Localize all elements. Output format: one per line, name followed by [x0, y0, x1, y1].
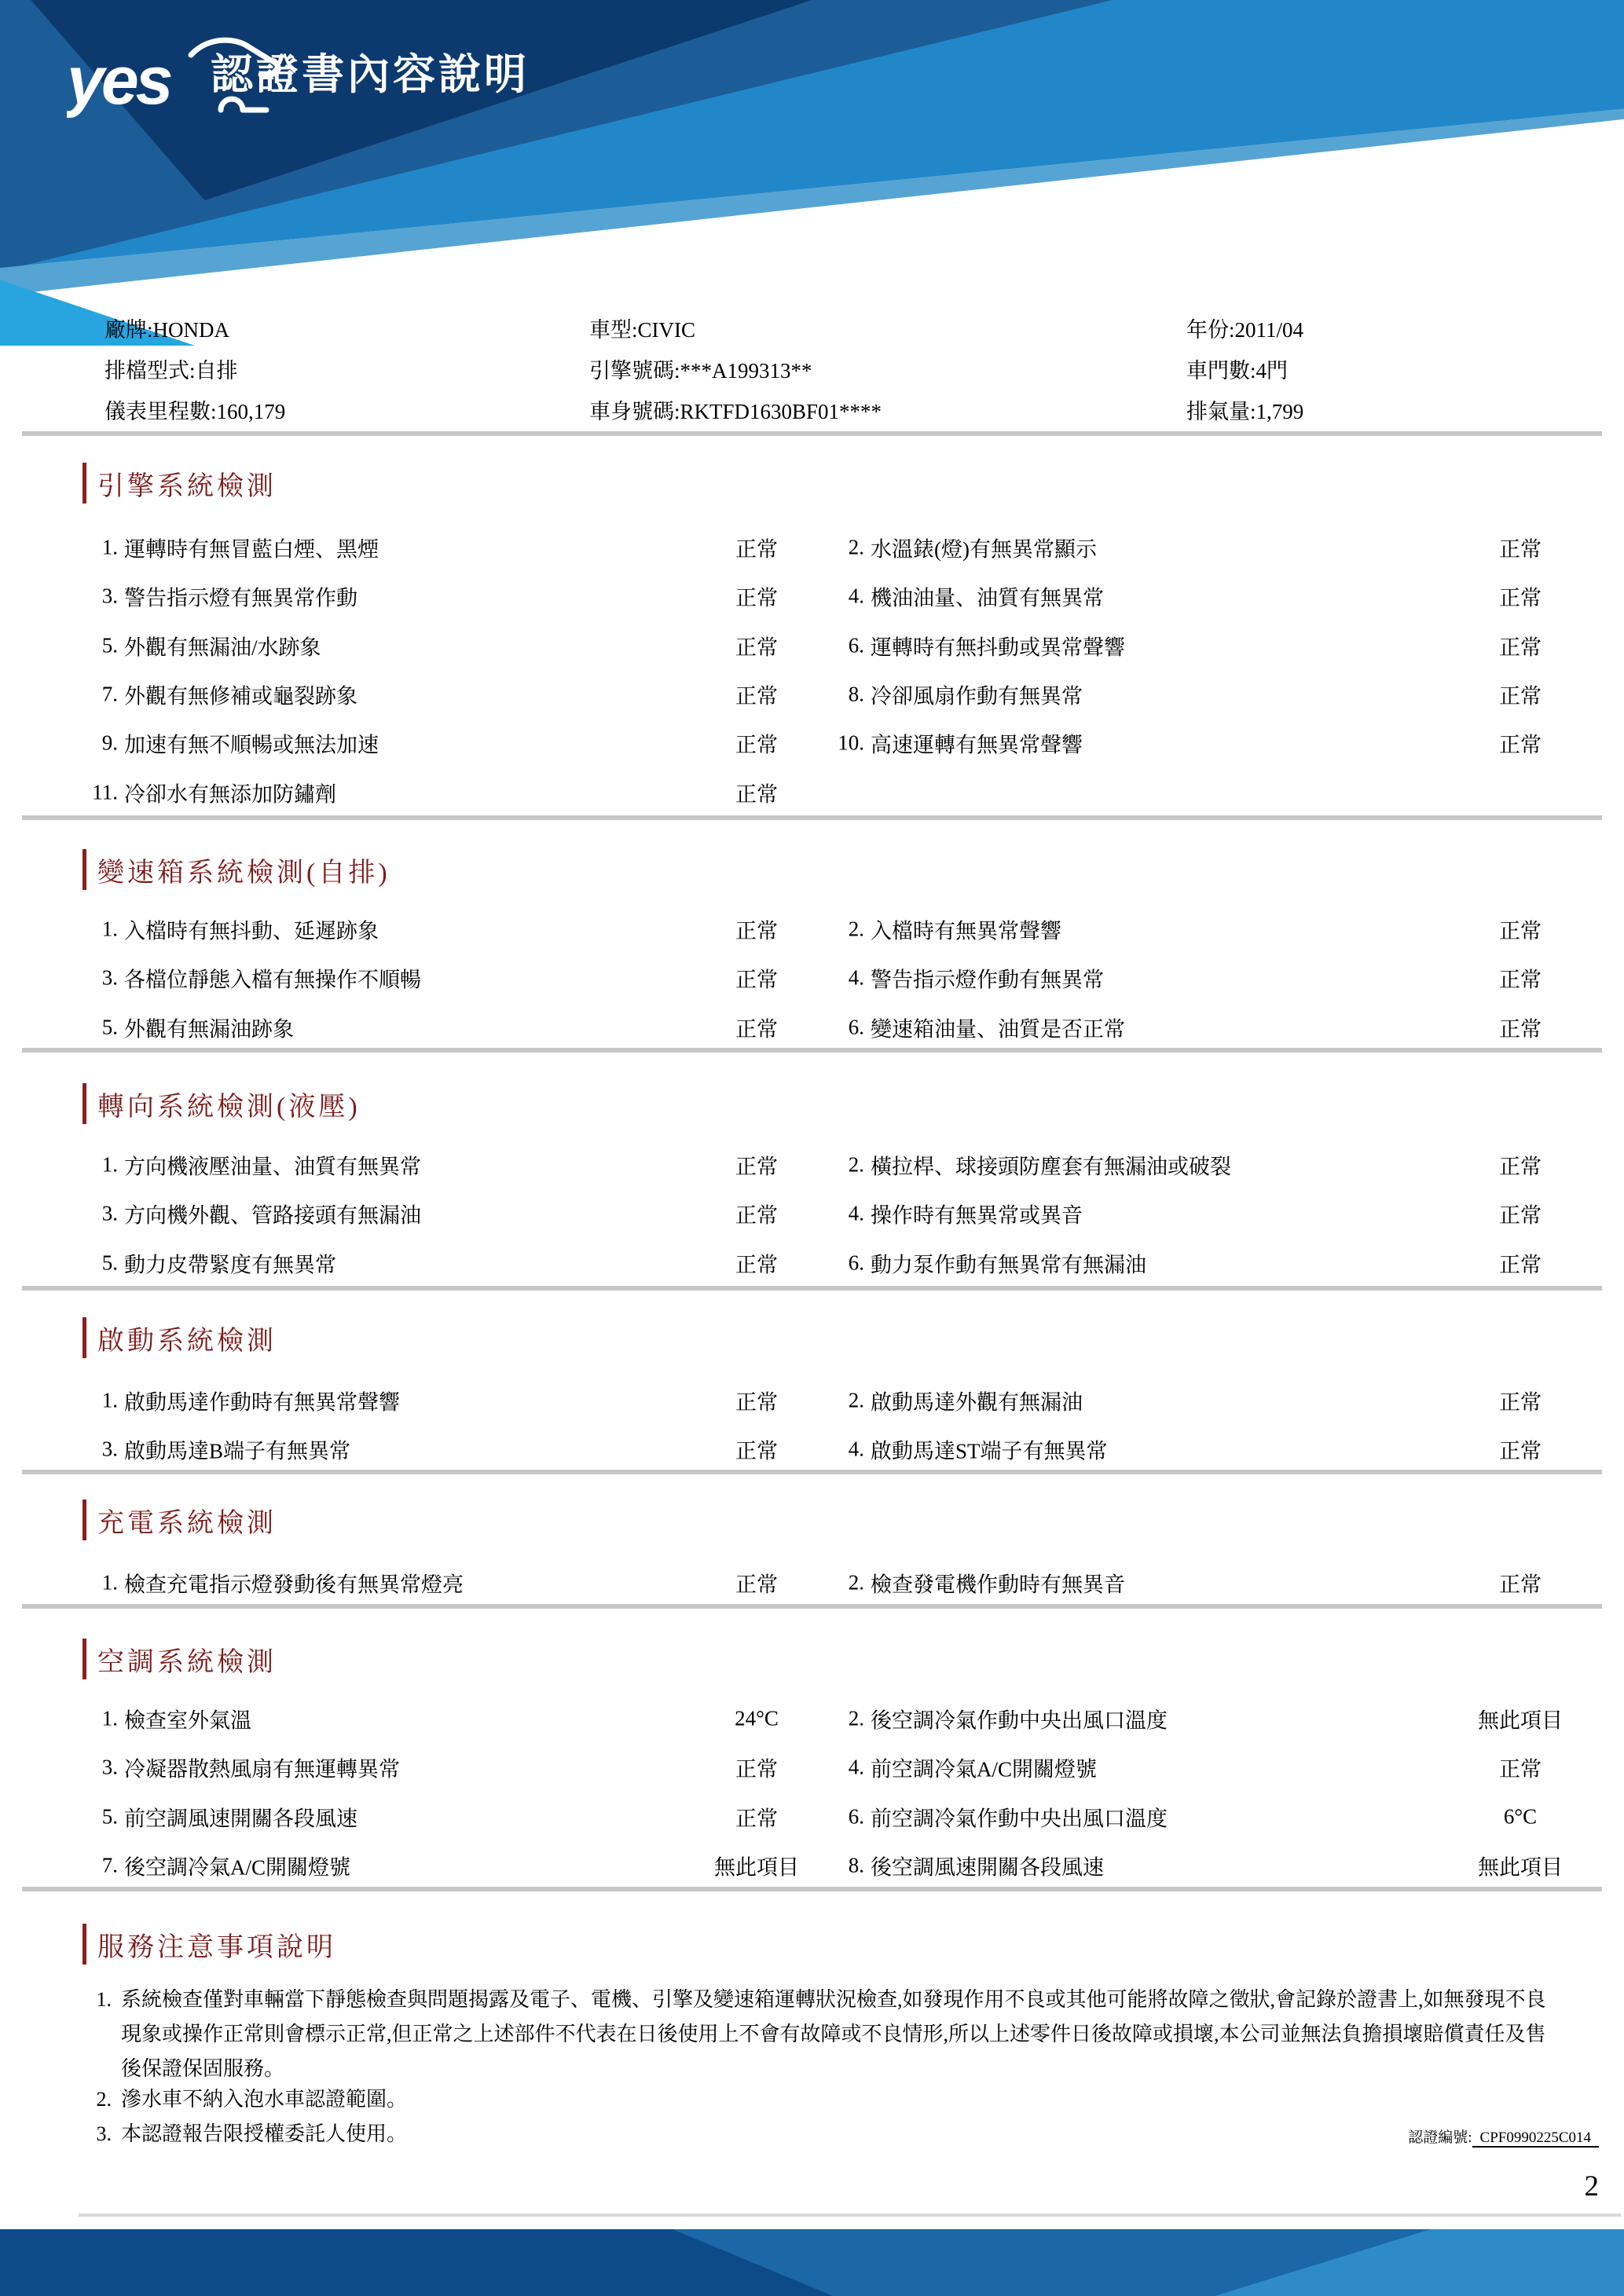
item-value: 6°C — [1503, 1804, 1538, 1829]
section-title — [82, 850, 390, 889]
inspection-row — [77, 768, 1609, 817]
section-title — [82, 1500, 277, 1540]
item-text: 入檔時有無抖動、延遲跡象 — [124, 919, 379, 943]
item-value: 正常 — [735, 1807, 778, 1831]
inspection-row — [77, 1376, 1609, 1425]
item-value: 正常 — [735, 586, 778, 610]
item-text: 入檔時有無異常聲響 — [871, 919, 1061, 943]
item-text: 外觀有無修補或龜裂跡象 — [124, 684, 357, 709]
footer-banner — [0, 2229, 1624, 2296]
section-title-text: 變速箱系統檢測(自排) — [97, 858, 390, 888]
inspection-row — [77, 523, 1609, 572]
item-text: 動力皮帶緊度有無異常 — [124, 1253, 336, 1277]
item-text: 高速運轉有無異常聲響 — [871, 733, 1083, 757]
item-value: 正常 — [735, 684, 778, 709]
item-value: 正常 — [735, 635, 778, 660]
item-text: 外觀有無漏油/水跡象 — [124, 635, 321, 660]
info-field — [1186, 353, 1288, 384]
item-number: 6. — [848, 1015, 864, 1039]
inspection-row — [77, 621, 1609, 670]
item-text: 方向機液壓油量、油質有無異常 — [124, 1155, 421, 1179]
item-number: 5. — [101, 1015, 118, 1039]
item-value: 正常 — [735, 968, 778, 992]
section-title — [82, 463, 277, 503]
item-text: 啟動馬達ST端子有無異常 — [871, 1439, 1108, 1463]
item-number: 2. — [848, 1152, 864, 1177]
item-number: 1. — [101, 1152, 118, 1177]
item-value: 正常 — [1499, 1757, 1542, 1782]
info-label: 車型: — [589, 318, 638, 342]
item-value: 正常 — [1499, 968, 1542, 992]
item-text: 操作時有無異常或異音 — [871, 1203, 1083, 1228]
note-number: 2. — [96, 2088, 112, 2111]
item-text: 啟動馬達B端子有無異常 — [124, 1439, 351, 1463]
item-number: 1. — [101, 1706, 118, 1730]
page-title: 認證書內容說明 — [211, 51, 530, 98]
item-text: 冷卻水有無添加防鏽劑 — [124, 782, 336, 806]
certificate-number-label: 認證編號: — [1408, 2129, 1472, 2146]
item-number: 5. — [101, 1804, 118, 1829]
item-value: 正常 — [1499, 1390, 1542, 1415]
info-field — [104, 353, 238, 384]
certificate-number-value: CPF0990225C014 — [1472, 2129, 1599, 2148]
item-value: 正常 — [735, 1573, 778, 1597]
section-title-text: 引擎系統檢測 — [97, 471, 277, 501]
section-title-text: 轉向系統檢測(液壓) — [97, 1092, 361, 1122]
item-text: 檢查室外氣溫 — [124, 1708, 251, 1733]
item-text: 後空調冷氣A/C開關燈號 — [124, 1855, 351, 1880]
item-number: 1. — [101, 1570, 118, 1595]
section-title-text: 充電系統檢測 — [97, 1508, 277, 1538]
item-text: 前空調風速開關各段風速 — [124, 1807, 357, 1831]
item-number: 7. — [101, 1853, 118, 1877]
info-label: 廠牌: — [104, 318, 153, 342]
info-field — [1186, 313, 1303, 343]
item-text: 加速有無不順暢或無法加速 — [124, 733, 379, 757]
item-number: 9. — [101, 731, 118, 755]
item-value: 正常 — [1499, 684, 1542, 709]
section-marker — [82, 463, 86, 504]
info-field — [104, 313, 229, 343]
info-label: 排檔型式: — [104, 359, 196, 383]
item-number: 2. — [848, 917, 864, 941]
yes-logo-text: yes — [67, 43, 170, 119]
item-value: 正常 — [1499, 1203, 1542, 1228]
info-value: 160,179 — [216, 400, 286, 423]
header-banner — [0, 0, 1624, 346]
item-value: 正常 — [735, 1253, 778, 1277]
info-label: 排氣量: — [1186, 400, 1256, 423]
item-text: 運轉時有無抖動或異常聲響 — [871, 635, 1125, 660]
item-number: 6. — [848, 633, 864, 657]
section-title-text: 服務注意事項說明 — [97, 1932, 336, 1962]
item-text: 啟動馬達外觀有無漏油 — [871, 1390, 1083, 1415]
note-text: 本認證報告限授權委託人使用。 — [121, 2122, 408, 2145]
item-number: 4. — [848, 1201, 864, 1225]
item-text: 橫拉桿、球接頭防塵套有無漏油或破裂 — [871, 1155, 1231, 1179]
info-field — [1186, 394, 1303, 425]
item-text: 冷卻風扇作動有無異常 — [871, 684, 1083, 709]
item-number: 10. — [838, 731, 864, 755]
item-number: 2. — [848, 535, 864, 559]
item-text: 運轉時有無冒藍白煙、黑煙 — [124, 537, 379, 562]
info-label: 引擎號碼: — [589, 359, 680, 383]
item-number: 4. — [848, 1437, 864, 1461]
item-text: 後空調冷氣作動中央出風口溫度 — [871, 1708, 1168, 1733]
item-value: 正常 — [1499, 586, 1542, 610]
item-number: 3. — [101, 1201, 118, 1225]
item-number: 11. — [92, 780, 118, 804]
item-number: 2. — [848, 1388, 864, 1412]
inspection-row — [77, 905, 1609, 954]
item-text: 水溫錶(燈)有無異常顯示 — [871, 537, 1097, 562]
item-value: 正常 — [735, 1390, 778, 1415]
inspection-row — [77, 572, 1609, 621]
item-text: 後空調風速開關各段風速 — [871, 1855, 1104, 1880]
info-value: HONDA — [152, 318, 230, 342]
info-label: 車門數: — [1186, 359, 1256, 383]
section-marker — [82, 849, 86, 890]
inspection-row — [77, 1694, 1609, 1743]
page-number: 2 — [1584, 2170, 1599, 2203]
inspection-row — [77, 1841, 1609, 1890]
item-number: 1. — [101, 1388, 118, 1412]
info-field — [589, 353, 812, 384]
inspection-row — [77, 1239, 1609, 1287]
section-title — [82, 1084, 361, 1123]
info-label: 年份: — [1186, 318, 1235, 342]
note-item — [77, 1983, 1554, 2086]
info-field — [104, 394, 285, 425]
item-value: 無此項目 — [1478, 1855, 1563, 1880]
item-number: 3. — [101, 1755, 118, 1779]
info-value: ***A199313** — [680, 359, 812, 383]
certificate-number — [1408, 2126, 1599, 2147]
inspection-row — [77, 1189, 1609, 1238]
info-label: 車身號碼: — [589, 400, 680, 423]
item-text: 警告指示燈有無異常作動 — [124, 586, 357, 610]
item-text: 各檔位靜態入檔有無操作不順暢 — [124, 968, 421, 992]
info-value: 4門 — [1256, 359, 1289, 383]
inspection-row — [77, 670, 1609, 719]
item-number: 1. — [101, 917, 118, 941]
section-title — [82, 1639, 277, 1679]
item-number: 8. — [848, 682, 864, 706]
section-marker — [82, 1924, 86, 1965]
info-field — [589, 394, 882, 425]
note-number: 3. — [96, 2122, 112, 2145]
info-value: 1,799 — [1256, 400, 1304, 423]
item-number: 6. — [848, 1251, 864, 1275]
info-value: RKTFD1630BF01**** — [680, 400, 882, 423]
item-text: 外觀有無漏油跡象 — [124, 1017, 294, 1042]
note-item — [77, 2082, 1554, 2117]
item-value: 正常 — [1499, 1017, 1542, 1042]
item-value: 無此項目 — [714, 1855, 799, 1880]
section-marker — [82, 1083, 86, 1124]
item-number: 1. — [101, 535, 118, 559]
section-title-text: 啟動系統檢測 — [97, 1326, 277, 1356]
item-number: 5. — [101, 1251, 118, 1275]
item-value: 正常 — [1499, 1253, 1542, 1277]
inspection-row — [77, 1003, 1609, 1052]
section-marker — [82, 1317, 86, 1358]
item-number: 4. — [848, 965, 864, 990]
item-value: 正常 — [1499, 1155, 1542, 1179]
item-text: 方向機外觀、管路接頭有無漏油 — [124, 1203, 421, 1228]
info-value: CIVIC — [637, 318, 696, 342]
section-title-text: 空調系統檢測 — [97, 1647, 277, 1677]
item-value: 24°C — [735, 1706, 779, 1730]
divider-thin — [79, 2214, 1621, 2217]
item-text: 前空調冷氣A/C開關燈號 — [871, 1757, 1098, 1782]
note-item — [77, 2117, 1554, 2151]
item-value: 正常 — [1499, 1439, 1542, 1463]
item-number: 6. — [848, 1804, 864, 1829]
info-value: 2011/04 — [1234, 318, 1304, 342]
item-text: 檢查充電指示燈發動後有無異常燈亮 — [124, 1573, 464, 1597]
item-text: 變速箱油量、油質是否正常 — [871, 1017, 1125, 1042]
info-label: 儀表里程數: — [104, 400, 217, 423]
item-value: 無此項目 — [1478, 1708, 1563, 1733]
item-number: 2. — [848, 1706, 864, 1730]
item-text: 前空調冷氣作動中央出風口溫度 — [871, 1807, 1168, 1831]
item-value: 正常 — [1499, 537, 1542, 562]
item-number: 3. — [101, 1437, 118, 1461]
item-number: 3. — [101, 584, 118, 608]
item-value: 正常 — [1499, 733, 1542, 757]
item-number: 7. — [101, 682, 118, 706]
section-title — [82, 1318, 277, 1357]
item-number: 5. — [101, 633, 118, 657]
info-field — [589, 313, 695, 343]
item-text: 冷凝器散熱風扇有無運轉異常 — [124, 1757, 400, 1782]
note-number: 1. — [96, 1988, 112, 2011]
item-text: 警告指示燈作動有無異常 — [871, 968, 1104, 992]
item-value: 正常 — [735, 782, 778, 806]
item-text: 檢查發電機作動時有無異音 — [871, 1573, 1125, 1597]
item-value: 正常 — [735, 1155, 778, 1179]
item-value: 正常 — [735, 733, 778, 757]
info-value: 自排 — [195, 359, 238, 383]
section-marker — [82, 1500, 86, 1540]
section-marker — [82, 1639, 86, 1679]
item-value: 正常 — [1499, 1573, 1542, 1597]
item-value: 正常 — [735, 1017, 778, 1042]
item-text: 機油油量、油質有無異常 — [871, 586, 1104, 610]
notes-section-title — [82, 1924, 336, 1964]
inspection-row — [77, 1558, 1609, 1607]
item-number: 8. — [848, 1853, 864, 1877]
item-value: 正常 — [1499, 919, 1542, 943]
item-text: 動力泵作動有無異常有無漏油 — [871, 1253, 1146, 1277]
item-value: 正常 — [735, 1757, 778, 1782]
inspection-row — [77, 1792, 1609, 1841]
item-number: 3. — [101, 965, 118, 990]
item-text: 啟動馬達作動時有無異常聲響 — [124, 1390, 400, 1415]
item-value: 正常 — [735, 537, 778, 562]
inspection-row — [77, 1743, 1609, 1792]
inspection-row — [77, 1141, 1609, 1189]
note-text: 滲水車不納入泡水車認證範圍。 — [121, 2088, 408, 2111]
item-number: 2. — [848, 1570, 864, 1595]
note-text: 系統檢查僅對車輛當下靜態檢查與問題揭露及電子、電機、引擎及變速箱運轉狀況檢查,如發現作用不良或其他可能將故障之徵狀,會記錄於證書上,如無發現不良現象或操作正常則會標示正常,但正常之上述部件不代表在日後使用上不會有故障或不良情形,所以上述零件日後故障或損壞,本公司並無法負擔損壞賠償責任及售後保證保固服務。 — [121, 1988, 1546, 2080]
item-value: 正常 — [735, 1439, 778, 1463]
inspection-row — [77, 954, 1609, 1002]
item-value: 正常 — [1499, 635, 1542, 660]
divider — [22, 431, 1602, 436]
item-value: 正常 — [735, 1203, 778, 1228]
item-value: 正常 — [735, 919, 778, 943]
item-number: 4. — [848, 584, 864, 608]
inspection-row — [77, 719, 1609, 767]
inspection-row — [77, 1425, 1609, 1474]
item-number: 4. — [848, 1755, 864, 1779]
